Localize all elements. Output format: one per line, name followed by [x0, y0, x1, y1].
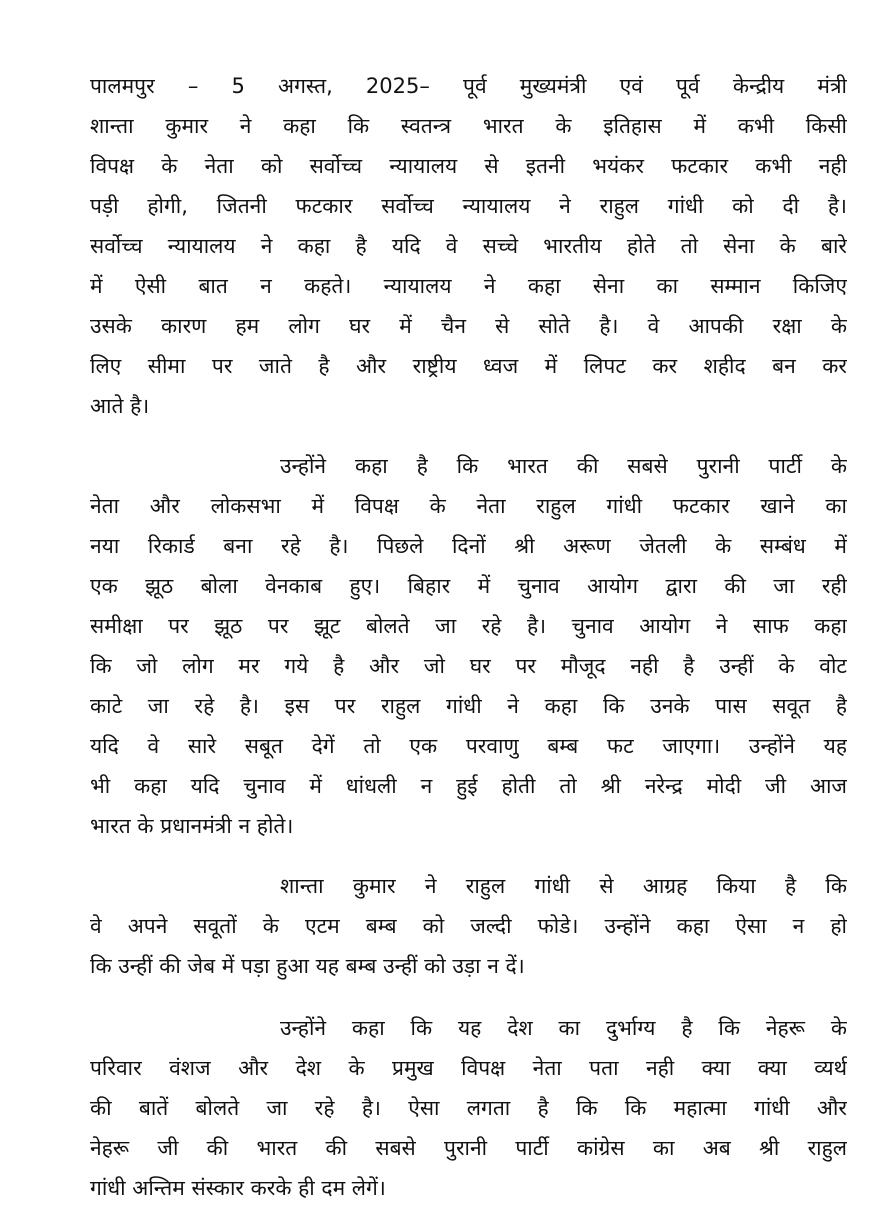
text-line: पड़ी होगी, जितनी फटकार सर्वोच्च न्यायालय ने राहुल गांधी को दी है। [90, 194, 847, 218]
text-line: की बातें बोलते जा रहे है। ऐसा लगता है कि कि महात्मा गांधी और [90, 1096, 847, 1120]
text-line: नया रिकार्ड बना रहे है। पिछले दिनों श्री अरूण जेतली के सम्बंध में [90, 534, 847, 558]
paragraph-2 [90, 446, 847, 846]
text-line: समीक्षा पर झूठ पर झूट बोलते जा रहे है। चुनाव आयोग ने साफ कहा [90, 614, 847, 638]
text-line: नेता और लोकसभा में विपक्ष के नेता राहुल गांधी फटकार खाने का [90, 494, 847, 518]
text-line: गांधी अन्तिम संस्कार करके ही दम लेगें। [90, 1176, 386, 1200]
text-line: पालमपुर – 5 अगस्त, 2025– पूर्व मुख्यमंत्री एवं पूर्व केन्द्रीय मंत्री [90, 74, 847, 98]
text-line: उसके कारण हम लोग घर में चैन से सोते है। वे आपकी रक्षा के [90, 314, 847, 338]
text-line: आते है। [90, 394, 150, 418]
text-line: विपक्ष के नेता को सर्वोच्च न्यायालय से इतनी भयंकर फटकार कभी नही [90, 154, 847, 178]
paragraph-1 [90, 66, 847, 426]
paragraph-3 [90, 866, 847, 986]
text-line: शान्ता कुमार ने राहुल गांधी से आग्रह किया है कि [280, 874, 847, 898]
text-line: शान्ता कुमार ने कहा कि स्वतन्त्र भारत के इतिहास में कभी किसी [90, 114, 847, 138]
text-line: वे अपने सवूतों के एटम बम्ब को जल्दी फोडे। उन्होंने कहा ऐसा न हो [90, 914, 847, 938]
text-line: यदि वे सारे सबूत देगें तो एक परवाणु बम्ब फट जाएगा। उन्होंने यह [90, 734, 847, 758]
text-line: में ऐसी बात न कहते। न्यायालय ने कहा सेना का सम्मान किजिए [90, 274, 847, 298]
text-line: लिए सीमा पर जाते है और राष्ट्रीय ध्वज में लिपट कर शहीद बन कर [90, 354, 847, 378]
text-line: कि उन्हीं की जेब में पड़ा हुआ यह बम्ब उन्हीं को उड़ा न दें। [90, 954, 525, 978]
text-line: उन्होंने कहा है कि भारत की सबसे पुरानी पार्टी के [280, 454, 847, 478]
text-line: काटे जा रहे है। इस पर राहुल गांधी ने कहा कि उनके पास सवूत है [90, 694, 847, 718]
text-line: उन्होंने कहा कि यह देश का दुर्भाग्य है कि नेहरू के [280, 1016, 847, 1040]
text-line: नेहरू जी की भारत की सबसे पुरानी पार्टी कांग्रेस का अब श्री राहुल [90, 1136, 847, 1160]
text-line: कि जो लोग मर गये है और जो घर पर मौजूद नही है उन्हीं के वोट [90, 654, 847, 678]
text-line: भारत के प्रधानमंत्री न होते। [90, 814, 294, 838]
text-line: परिवार वंशज और देश के प्रमुख विपक्ष नेता पता नही क्या क्या व्यर्थ [90, 1056, 847, 1080]
text-line: भी कहा यदि चुनाव में धांधली न हुई होती तो श्री नरेन्द्र मोदी जी आज [90, 774, 847, 798]
text-line: सर्वोच्च न्यायालय ने कहा है यदि वे सच्चे भारतीय होते तो सेना के बारे [90, 234, 847, 258]
text-line: एक झूठ बोला वेनकाब हुए। बिहार में चुनाव आयोग द्वारा की जा रही [90, 574, 847, 598]
paragraph-4 [90, 1008, 847, 1208]
